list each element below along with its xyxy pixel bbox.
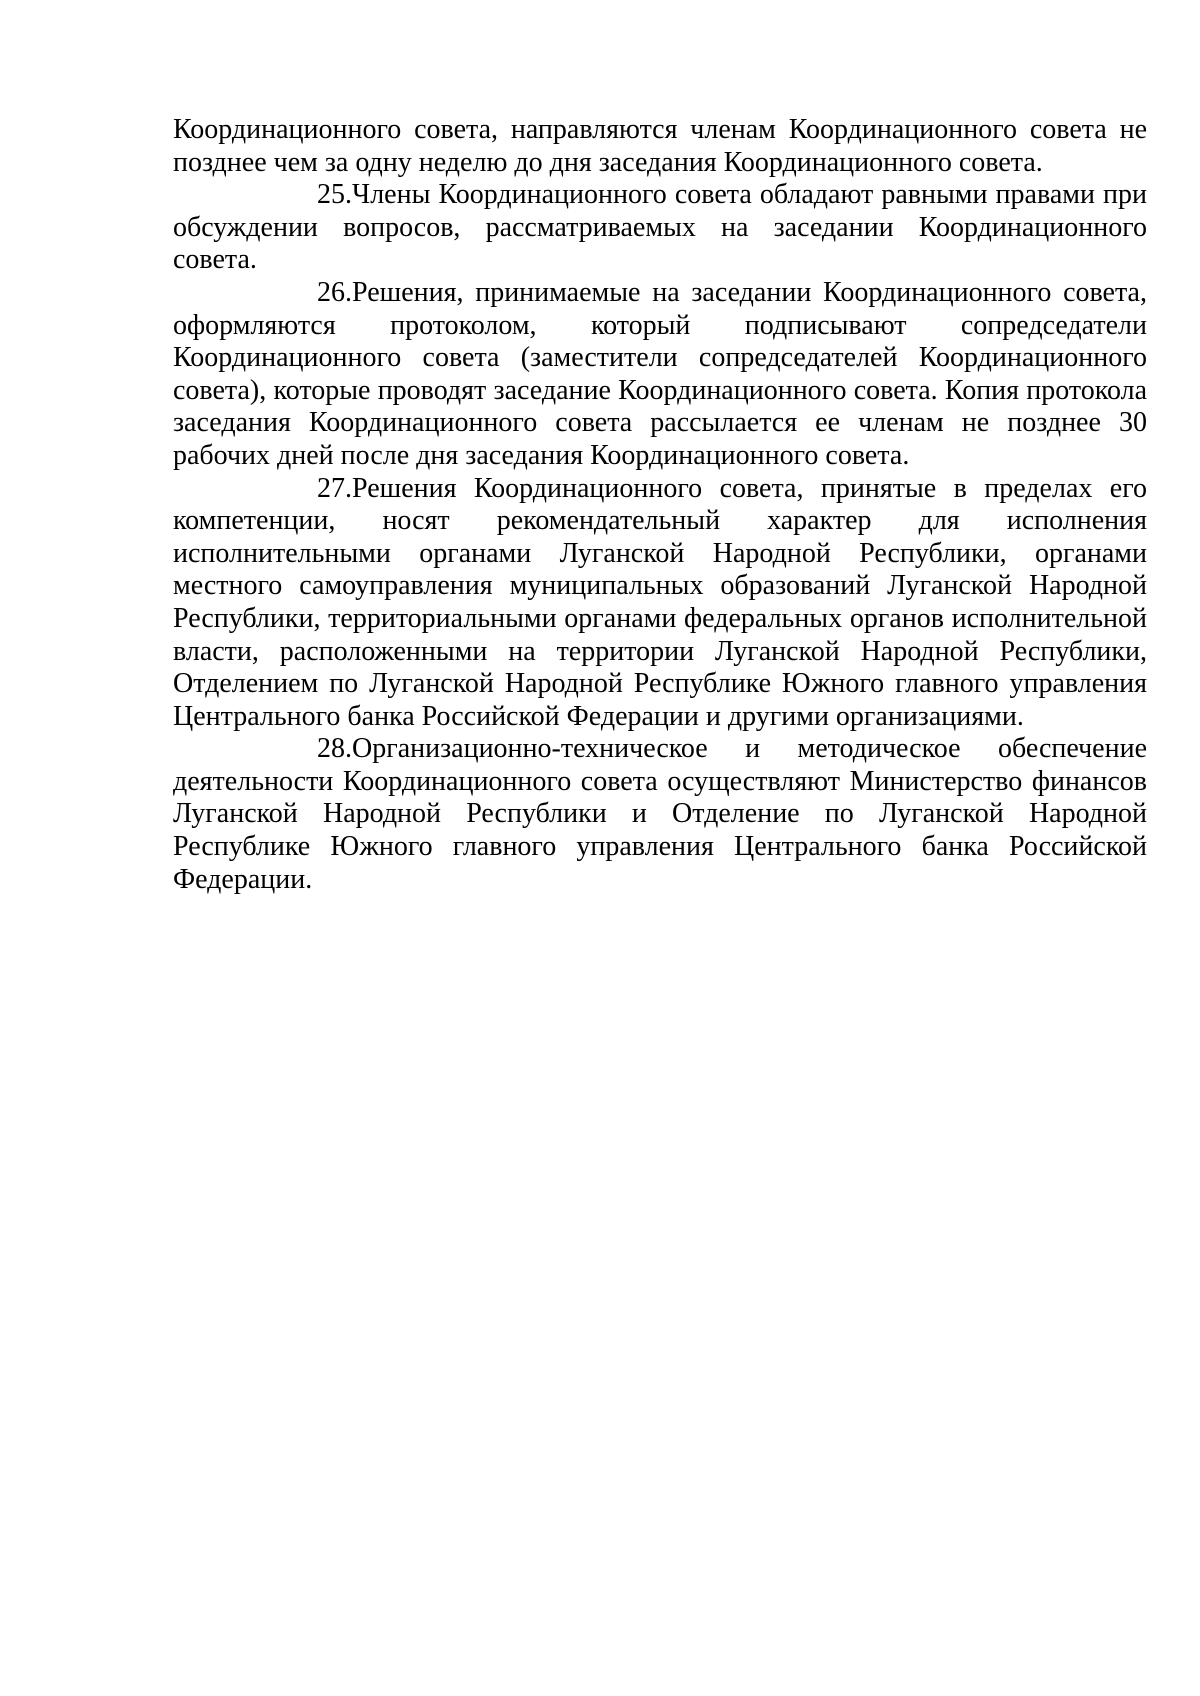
paragraph-text: Организационно-техническое и методическое обеспечение деятельности Координационного совета осуществляют Министерство финансов Луганской Народной Республики и Отделение по Луганской Народной Республике Южного главного управления Центрального банка Российской Федерации. [173, 733, 1147, 895]
paragraph-27 [173, 473, 1147, 734]
paragraph-26 [173, 277, 1147, 473]
paragraph-continuation [173, 114, 1147, 179]
paragraph-25 [173, 179, 1147, 277]
paragraph-number: 26. [317, 276, 352, 308]
paragraph-28 [173, 733, 1147, 896]
paragraph-text: Решения Координационного совета, принятые в пределах его компетенции, носят рекомендательный характер для исполнения исполнительными органами Луганской Народной Республики, органами местного самоуправления муниципальных образований Луганской Народной Республики, территориальными органами федеральных органов исполнительной власти, расположенными на территории Луганской Народной Республики, Отделением по Луганской Народной Республике Южного главного управления Центрального банка Российской Федерации и другими организациями. [173, 472, 1147, 732]
document-body [173, 114, 1147, 896]
paragraph-text: Координационного совета, направляются членам Координационного совета не позднее чем за одну неделю до дня заседания Координационного совета. [173, 114, 1147, 178]
paragraph-text: Решения, принимаемые на заседании Координационного совета, оформляются протоколом, который подписывают сопредседатели Координационного совета (заместители сопредседателей Координационного совета), которые проводят заседание Координационного совета. Копия протокола заседания Координационного совета рассылается ее членам не позднее 30 рабочих дней после дня заседания Координационного совета. [173, 276, 1147, 471]
paragraph-number: 27. [317, 472, 352, 504]
paragraph-number: 28. [317, 733, 352, 765]
paragraph-text: Члены Координационного совета обладают равными правами при обсуждении вопросов, рассматриваемых на заседании Координационного совета. [173, 179, 1147, 276]
paragraph-number: 25. [317, 179, 352, 211]
